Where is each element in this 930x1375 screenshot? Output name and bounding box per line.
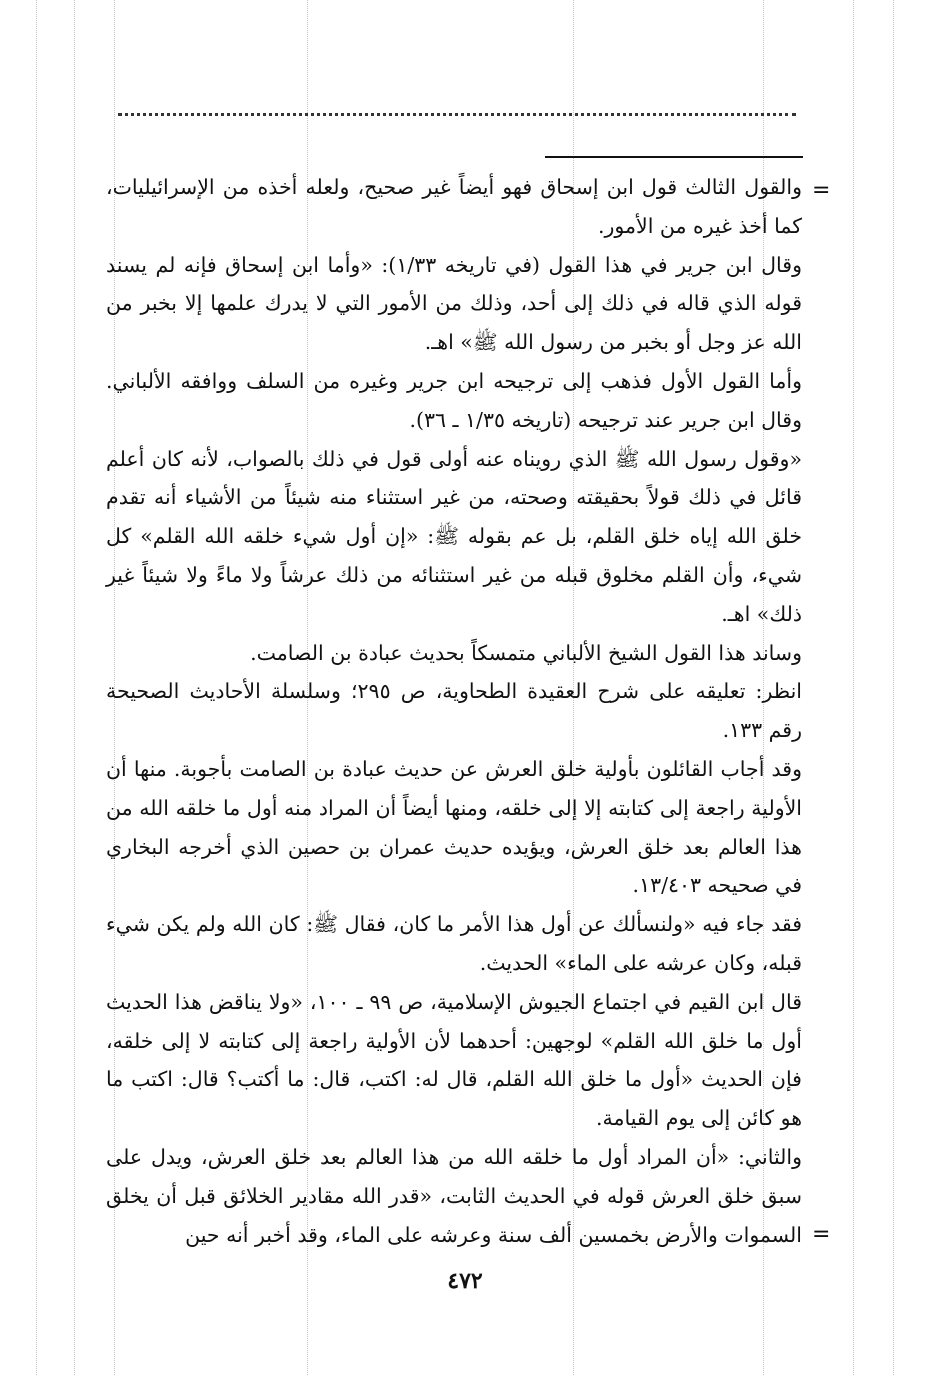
paragraph: والقول الثالث قول ابن إسحاق فهو أيضاً غير صحيح، ولعله أخذه من الإسرائيليات، كما أخذ غيره من الأمور.	[106, 175, 802, 238]
paragraph: وساند هذا القول الشيخ الألباني متمسكاً بحديث عبادة بن الصامت.	[250, 640, 802, 665]
dotted-separator	[118, 113, 796, 116]
footnote-text	[106, 168, 802, 1254]
scan-guide-line	[893, 0, 894, 1375]
paragraph: وقال ابن جرير في هذا القول (في تاريخه ١/٣٣): «وأما ابن إسحاق فإنه لم يسند قوله الذي قاله في ذلك إلى أحد، وذلك من الأمور التي لا يدرك علمها إلا بخبر من الله عز وجل أو بخبر من رسول الله ﷺ» اهـ.	[106, 252, 802, 355]
paragraph: «وقول رسول الله ﷺ الذي رويناه عنه أولى قول في ذلك بالصواب، لأنه كان أعلم قائل في ذلك قولاً بحقيقته وصحته، من غير استثناء منه شيئاً من الأشياء أنه تقدم خلق الله إياه خلق القلم، بل عم بقوله ﷺ: «إن أول شيء خلقه الله القلم» كل شيء، وأن القلم مخلوق قبله من غير استثنائه من ذلك عرشاً ولا ماءً ولا شيئاً غير ذلك» اهـ.	[106, 446, 802, 626]
continuation-mark-bottom: =	[812, 1222, 831, 1247]
scan-guide-line	[74, 0, 75, 1375]
scan-guide-line	[853, 0, 854, 1375]
paragraph: قال ابن القيم في اجتماع الجيوش الإسلامية، ص ٩٩ ـ ١٠٠، «ولا يناقض هذا الحديث أول ما خلق الله القلم» لوجهين: أحدهما لأن الأولية راجعة إلى كتابته لا إلى خلقه، فإن الحديث «أول ما خلق الله القلم، قال له: اكتب، قال: ما أكتب؟ قال: اكتب ما هو كائن إلى يوم القيامة.	[106, 989, 802, 1131]
paragraph: انظر: تعليقه على شرح العقيدة الطحاوية، ص ٢٩٥؛ وسلسلة الأحاديث الصحيحة رقم ١٣٣.	[106, 679, 802, 743]
paragraph: والثاني: «أن المراد أول ما خلقه الله من هذا العالم بعد خلق العرش، ويدل على سبق خلق العرش قوله في الحديث الثابت، «قدر الله مقادير الخلائق قبل أن يخلق السموات والأرض بخمسين ألف سنة وعرشه على الماء، وقد أخبر أنه حين	[106, 1144, 802, 1247]
page-number: ٤٧٢	[447, 1268, 483, 1294]
paragraph: وقد أجاب القائلون بأولية خلق العرش عن حديث عبادة بن الصامت بأجوبة. منها أن الأولية راجعة إلى كتابته إلا إلى خلقه، ومنها أيضاً أن المراد منه أول ما خلقه الله من هذا العالم بعد خلق العرش، ويؤيده حديث عمران بن حصين الذي أخرجه البخاري في صحيحه ١٣/٤٠٣.	[106, 756, 802, 898]
paragraph: وأما القول الأول فذهب إلى ترجيحه ابن جرير وغيره من السلف ووافقه الألباني. وقال ابن جرير عند ترجيحه (تاريخه ١/٣٥ ـ ٣٦).	[106, 368, 802, 432]
paragraph: فقد جاء فيه «ولنسألك عن أول هذا الأمر ما كان، فقال ﷺ: كان الله ولم يكن شيء قبله، وكان عرشه على الماء» الحديث.	[106, 912, 802, 975]
scan-guide-line	[36, 0, 37, 1375]
footnote-rule	[545, 156, 803, 158]
continuation-mark-top: =	[812, 178, 831, 203]
